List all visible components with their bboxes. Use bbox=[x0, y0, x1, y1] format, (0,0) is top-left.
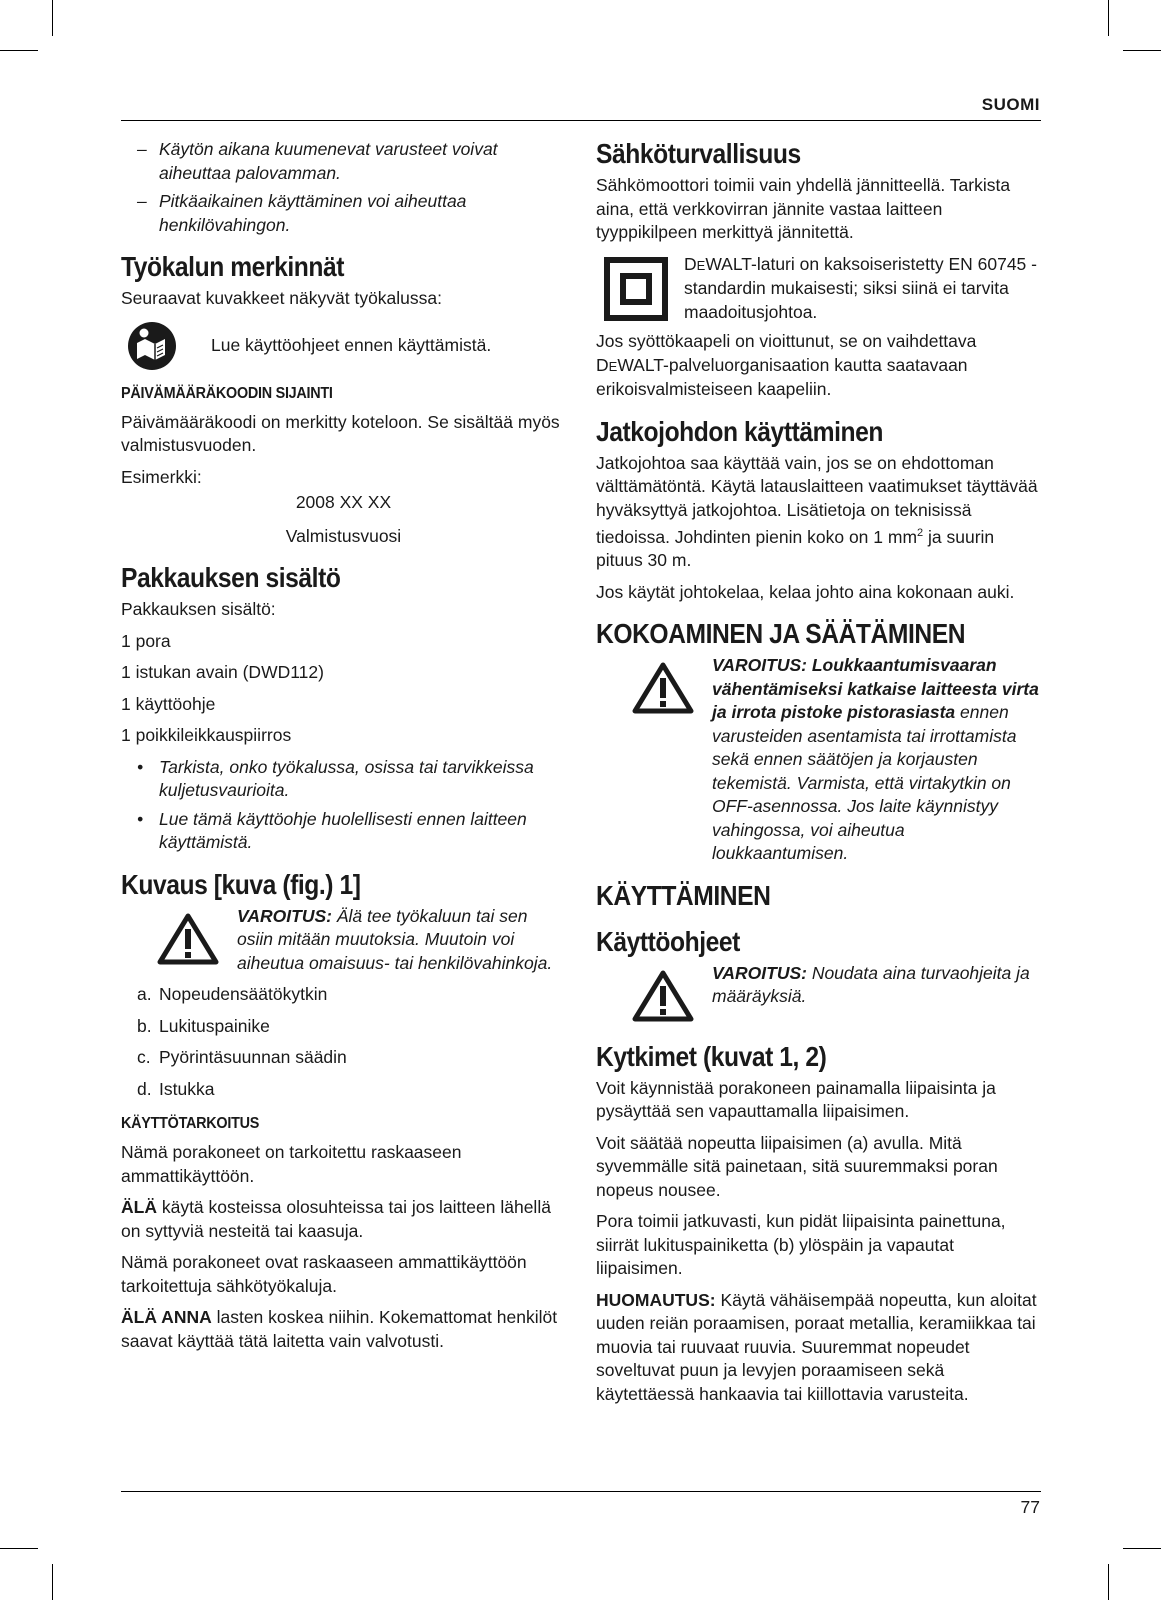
markings-intro: Seuraavat kuvakkeet näkyvät työkalussa: bbox=[121, 288, 443, 308]
switches-note: HUOMAUTUS: Käytä vähäisempää nopeutta, kun aloitat uuden reiän poraamisen, poraat metallia, keramiikkaa tai muovia tai ruuvaat ruuvia. Suuremmat nopeudet soveltuvat puun ja levyjen poraamiseen sekä käytettäessä hankaavia tai kiillottavia varusteita. bbox=[596, 1289, 1037, 1404]
instructions-heading: Käyttöohjeet bbox=[596, 925, 740, 957]
part-item: c. Pyörintäsuunnan säädin bbox=[137, 1047, 347, 1067]
extension-p1: Jatkojohtoa saa käyttää vain, jos se on ehdottoman välttämätöntä. Käytä latauslaitteen vaatimukset täyttävää hyväksyttyä jatkojohtoa. Lisätietoja on teknisissä tiedoissa. Johdinten pienin koko on 1 $mm^2$ ja suurin pituus 30 m. bbox=[596, 452, 1038, 571]
part-item: d. Istukka bbox=[137, 1078, 215, 1099]
switches-p1: Voit käynnistää porakoneen painamalla liipaisinta ja pysäyttää sen vapauttamalla liipaisimen. bbox=[596, 1077, 996, 1122]
package-item: 1 käyttöohje bbox=[121, 693, 216, 714]
crop-mark bbox=[1123, 1548, 1161, 1549]
assembly-warning bbox=[596, 654, 1041, 866]
crop-mark bbox=[1108, 0, 1109, 36]
intended-use-p3: Nämä porakoneet ovat raskaaseen ammattikäyttöön tarkoitettuja sähkötyökaluja. bbox=[121, 1252, 527, 1296]
date-code-heading: PÄIVÄMÄÄRÄKOODIN SIJAINTI bbox=[121, 384, 333, 402]
package-item: 1 istukan avain (DWD112) bbox=[121, 662, 324, 682]
part-item: b. Lukituspainike bbox=[137, 1015, 270, 1036]
manual-icon-row bbox=[121, 321, 566, 371]
double-insulation-icon bbox=[604, 257, 668, 321]
warning-icon bbox=[632, 970, 696, 1027]
description-warning bbox=[121, 905, 566, 976]
warning-icon bbox=[157, 913, 221, 970]
extension-heading: Jatkojohdon käyttäminen bbox=[596, 415, 883, 447]
header-rule bbox=[121, 120, 1041, 121]
intended-use-heading: KÄYTTÖTARKOITUS bbox=[121, 1115, 260, 1132]
crop-mark bbox=[1108, 1564, 1109, 1600]
intended-use-p4: ÄLÄ ANNA lasten koskea niihin. Kokemattomat henkilöt saavat käyttää tätä laitetta vain valvotusti. bbox=[121, 1307, 558, 1351]
example-caption: Valmistusvuosi bbox=[285, 525, 402, 546]
switches-heading: Kytkimet (kuvat 1, 2) bbox=[596, 1040, 827, 1072]
example-code: 2008 XX XX bbox=[295, 492, 392, 512]
page-number: 77 bbox=[1020, 1497, 1040, 1517]
double-insulation-row bbox=[596, 253, 1041, 325]
switches-p2: Voit säätää nopeutta liipaisimen (a) avulla. Mitä syvemmälle sitä painetaan, sitä suuremmaksi poran nopeus nousee. bbox=[596, 1132, 998, 1200]
language-header: SUOMI bbox=[981, 95, 1040, 114]
warning-text: VAROITUS: Noudata aina turvaohjeita ja määräyksiä. bbox=[712, 962, 1030, 1007]
insulation-text: DEWALT-laturi on kaksoiseristetty EN 60745 -standardin mukaisesti; siksi siinä ei tarvita maadoitusjohtoa. bbox=[684, 253, 1037, 322]
bullet-item: • Tarkista, onko työkalussa, osissa tai tarvikkeissa kuljetusvaurioita. bbox=[137, 756, 534, 800]
electrical-heading: Sähköturvallisuus bbox=[596, 138, 801, 169]
dash-list bbox=[121, 138, 566, 237]
intended-use-p2: ÄLÄ käytä kosteissa olosuhteissa tai jos laitteen lähellä on syttyviä nesteitä tai kaasuja. bbox=[121, 1197, 551, 1241]
crop-mark bbox=[0, 50, 38, 51]
package-bullets bbox=[121, 756, 566, 855]
bullet-item: • Lue tämä käyttöohje huolellisesti ennen laitteen käyttämistä. bbox=[137, 808, 527, 852]
date-code-text: Päivämääräkoodi on merkitty koteloon. Se sisältää myös valmistusvuoden. bbox=[121, 411, 560, 455]
extension-p2: Jos käytät johtokelaa, kelaa johto aina kokonaan auki. bbox=[596, 581, 1015, 602]
read-manual-icon bbox=[127, 321, 177, 371]
warning-icon bbox=[632, 662, 696, 719]
crop-mark bbox=[52, 1564, 53, 1600]
example-label: Esimerkki: bbox=[121, 466, 202, 487]
footer-rule bbox=[121, 1491, 1041, 1492]
operation-heading: KÄYTTÄMINEN bbox=[596, 879, 771, 911]
electrical-p1: Sähkömoottori toimii vain yhdellä jännitteellä. Tarkista aina, että verkkovirran jännite vastaa laitteen tyyppikilpeen merkittyä jännitettä. bbox=[596, 175, 1011, 242]
markings-heading: Työkalun merkinnät bbox=[121, 251, 345, 282]
electrical-p2: Jos syöttökaapeli on vioittunut, se on vaihdettava DEWALT-palveluorganisaation kautta saatavaan erikoisvalmisteiseen kaapeliin. bbox=[596, 331, 977, 399]
crop-mark bbox=[52, 0, 53, 36]
manual-text: Lue käyttöohjeet ennen käyttämistä. bbox=[211, 334, 492, 355]
crop-mark bbox=[0, 1548, 38, 1549]
intended-use-p1: Nämä porakoneet on tarkoitettu raskaaseen ammattikäyttöön. bbox=[121, 1142, 462, 1186]
dash-item: – Käytön aikana kuumenevat varusteet voivat aiheuttaa palovamman. bbox=[137, 139, 498, 183]
dash-item: – Pitkäaikainen käyttäminen voi aiheuttaa henkilövahingon. bbox=[137, 191, 467, 235]
warning-text: VAROITUS: Älä tee työkaluun tai sen osiin mitään muutoksia. Muutoin voi aiheutua omaisuus- tai henkilövahinkoja. bbox=[237, 905, 553, 973]
parts-list bbox=[121, 983, 566, 1101]
crop-mark bbox=[1123, 50, 1161, 51]
package-item: 1 pora bbox=[121, 630, 171, 651]
right-column bbox=[596, 138, 1041, 1414]
left-column bbox=[121, 138, 566, 1361]
part-item: a. Nopeudensäätökytkin bbox=[137, 984, 328, 1004]
switches-p3: Pora toimii jatkuvasti, kun pidät liipaisinta painettuna, siirrät lukituspainiketta (b) ylöspäin ja vapautat liipaisimen. bbox=[596, 1211, 1006, 1279]
description-heading: Kuvaus [kuva (fig.) 1] bbox=[121, 868, 361, 900]
package-intro: Pakkauksen sisältö: bbox=[121, 599, 276, 619]
operation-warning bbox=[596, 962, 1041, 1027]
assembly-heading: KOKOAMINEN JA SÄÄTÄMINEN bbox=[596, 618, 966, 650]
package-item: 1 poikkileikkauspiirros bbox=[121, 725, 292, 745]
warning-text: VAROITUS: Loukkaantumisvaaran vähentämiseksi katkaise laitteesta virta ja irrota pistoke pistorasiasta ennen varusteiden asentamista tai irrottamista sekä ennen säätöjen ja korjausten tekemistä. Varmista, että virtakytkin on OFF-asennossa. Jos laite käynnistyy vahingossa, voi aiheutua loukkaantumisen. bbox=[712, 655, 1039, 864]
package-heading: Pakkauksen sisältö bbox=[121, 562, 341, 593]
